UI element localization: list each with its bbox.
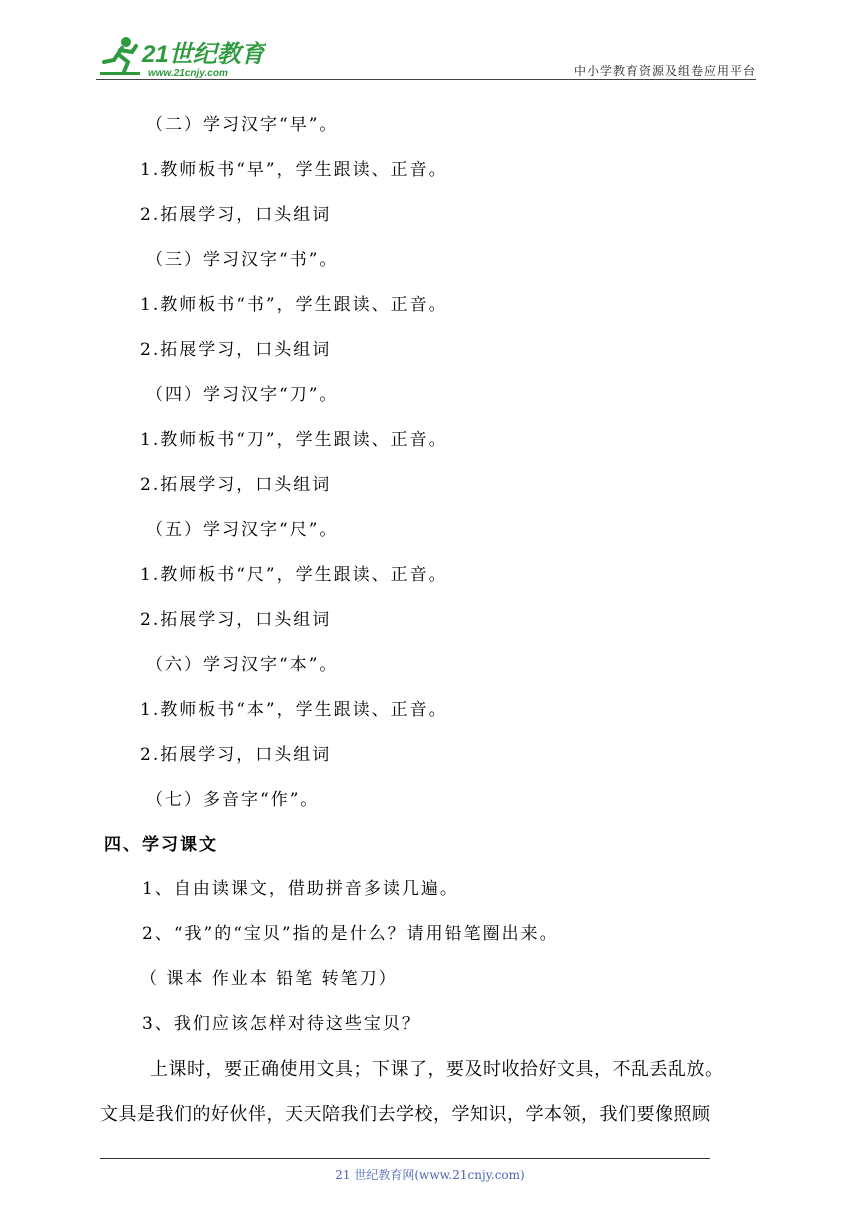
section-heading: （七）多音字“作”。 xyxy=(146,790,320,810)
footer-divider xyxy=(100,1158,710,1159)
list-item: 2、“我”的“宝贝”指的是什么？请用铅笔圈出来。 xyxy=(142,924,559,944)
list-item: 2.拓展学习，口头组词 xyxy=(140,745,332,765)
header-divider xyxy=(96,79,756,80)
list-item: 2.拓展学习，口头组词 xyxy=(140,340,332,360)
list-item: （ 课本 作业本 铅笔 转笔刀） xyxy=(140,969,398,989)
list-item: 1.教师板书“刀”，学生跟读、正音。 xyxy=(140,430,448,450)
logo-text: 21世纪教育 xyxy=(142,41,265,68)
list-item: 1.教师板书“本”，学生跟读、正音。 xyxy=(140,700,448,720)
paragraph-line: 文具是我们的好伙伴，天天陪我们去学校，学知识，学本领，我们要像照顾 xyxy=(100,1104,711,1125)
paragraph-line: 上课时，要正确使用文具；下课了，要及时收拾好文具，不乱丢乱放。 xyxy=(150,1059,724,1080)
list-item: 1、自由读课文，借助拼音多读几遍。 xyxy=(142,879,459,899)
section-heading: （二）学习汉字“早”。 xyxy=(146,115,339,135)
section-heading: （五）学习汉字“尺”。 xyxy=(146,520,339,540)
site-logo xyxy=(96,34,266,80)
list-item: 3、我们应该怎样对待这些宝贝？ xyxy=(142,1014,421,1034)
section-heading: （四）学习汉字“刀”。 xyxy=(146,385,339,405)
list-item: 2.拓展学习，口头组词 xyxy=(140,205,332,225)
list-item: 1.教师板书“书”，学生跟读、正音。 xyxy=(140,295,448,315)
section-heading: （六）学习汉字“本”。 xyxy=(146,655,339,675)
list-item: 2.拓展学习，口头组词 xyxy=(140,475,332,495)
runner-logo-icon xyxy=(96,34,266,80)
list-item: 1.教师板书“早”，学生跟读、正音。 xyxy=(140,160,448,180)
list-item: 2.拓展学习，口头组词 xyxy=(140,610,332,630)
header-platform-text: 中小学教育资源及组卷应用平台 xyxy=(573,64,756,78)
chapter-heading: 四、学习课文 xyxy=(104,835,218,855)
logo-url: www.21cnjy.com xyxy=(148,68,228,79)
footer-text: 21 世纪教育网(www.21cnjy.com) xyxy=(335,1168,525,1182)
list-item: 1.教师板书“尺”，学生跟读、正音。 xyxy=(140,565,448,585)
section-heading: （三）学习汉字“书”。 xyxy=(146,250,339,270)
